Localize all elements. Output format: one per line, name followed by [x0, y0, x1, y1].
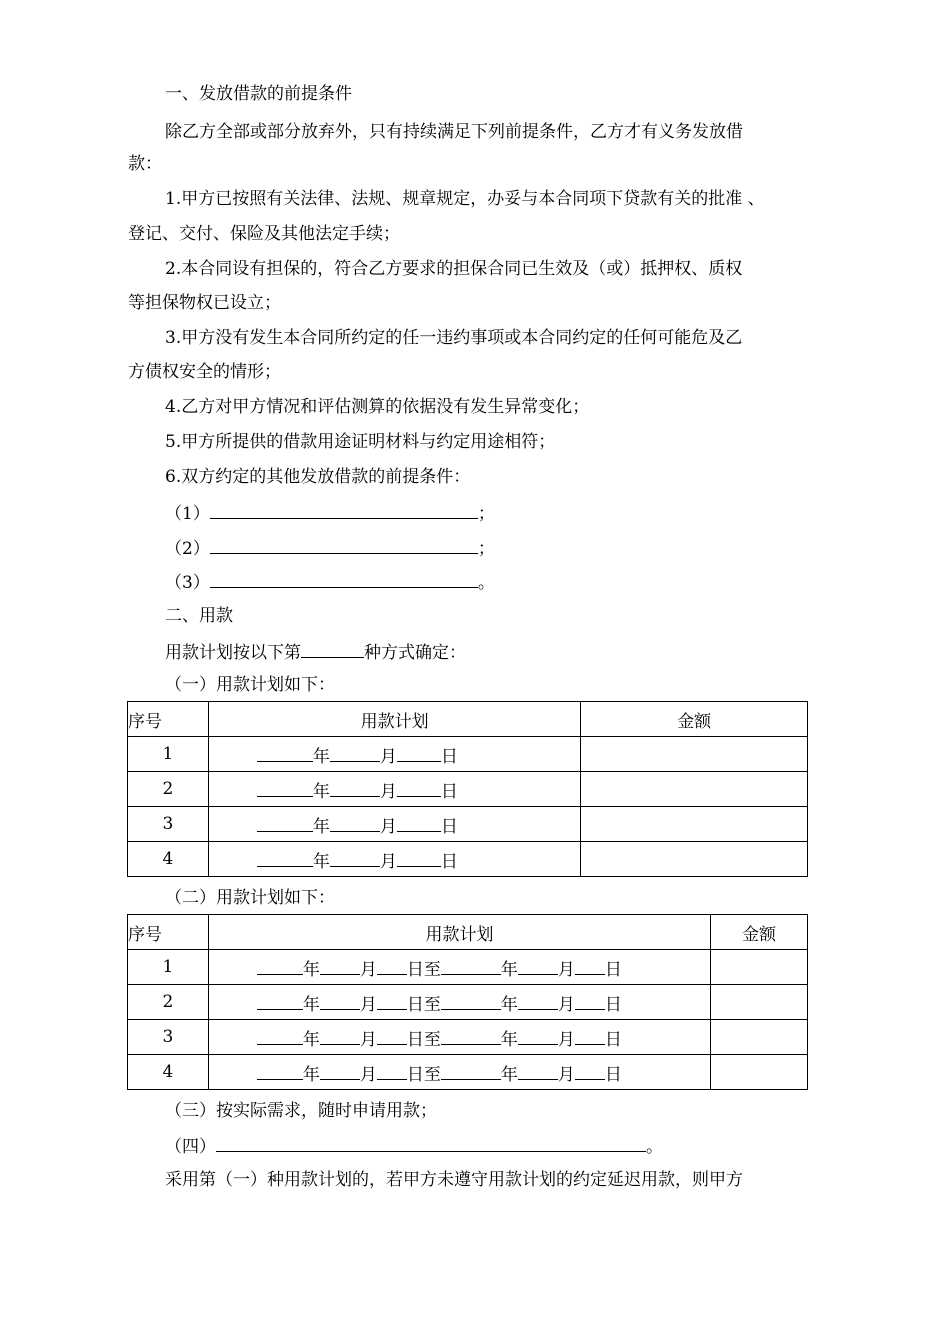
row-serial: 4: [128, 1055, 209, 1090]
table-row: [128, 807, 808, 842]
section2-title: 二、用款: [165, 606, 233, 626]
amount-cell[interactable]: [581, 772, 808, 807]
row-serial: 2: [128, 772, 209, 807]
option4-label: （四）: [165, 1137, 216, 1157]
condition-2-line1: 2.本合同设有担保的，符合乙方要求的担保合同已生效及（或）抵押权、质权: [165, 259, 743, 279]
amount-cell[interactable]: [711, 985, 808, 1020]
condition-5: 5.甲方所提供的借款用途证明材料与约定用途相符；: [165, 432, 556, 452]
header-amount: 金额: [711, 915, 808, 950]
table-row: [128, 737, 808, 772]
date-range-cell[interactable]: 年 月 日至 年 月 日: [208, 985, 710, 1020]
option3: （三）按实际需求，随时申请用款；: [165, 1101, 437, 1121]
sub-condition-1-blank[interactable]: [210, 500, 478, 519]
row-serial: 3: [128, 807, 209, 842]
table-row: [128, 1020, 808, 1055]
option1-title: （一）用款计划如下：: [165, 675, 335, 695]
header-serial: 序号: [128, 702, 209, 737]
condition-4: 4.乙方对甲方情况和评估测算的依据没有发生异常变化；: [165, 397, 590, 417]
amount-cell[interactable]: [581, 842, 808, 877]
sub-condition-1-end: ；: [477, 504, 495, 524]
section1-intro-line1: 除乙方全部或部分放弃外，只有持续满足下列前提条件，乙方才有义务发放借: [165, 122, 743, 142]
date-cell[interactable]: 年 月 日: [208, 842, 581, 877]
plan-method-blank[interactable]: [301, 639, 364, 658]
date-cell[interactable]: 年 月 日: [208, 772, 581, 807]
condition-3-line2: 方债权安全的情形；: [128, 362, 281, 382]
amount-cell[interactable]: [711, 1055, 808, 1090]
condition-1-line2: 登记、交付、保险及其他法定手续；: [128, 224, 400, 244]
amount-cell[interactable]: [581, 807, 808, 842]
condition-3-line1: 3.甲方没有发生本合同所约定的任一违约事项或本合同约定的任何可能危及乙: [165, 328, 743, 348]
sub-condition-2-label: （2）: [165, 539, 210, 559]
header-plan: 用款计划: [208, 915, 710, 950]
sub-condition-3-label: （3）: [165, 573, 210, 593]
sub-condition-3: [165, 569, 495, 595]
option2-title: （二）用款计划如下：: [165, 888, 335, 908]
row-serial: 1: [128, 950, 209, 985]
sub-condition-2-blank[interactable]: [210, 535, 478, 554]
plan-method-suffix: 种方式确定：: [364, 643, 466, 663]
section1-intro-line2: 款：: [128, 154, 162, 174]
sub-condition-1: [165, 500, 495, 526]
table-row: [128, 985, 808, 1020]
date-cell[interactable]: 年 月 日: [208, 807, 581, 842]
sub-condition-2-end: ；: [477, 539, 495, 559]
condition-6: 6.双方约定的其他发放借款的前提条件：: [165, 467, 471, 487]
row-serial: 2: [128, 985, 209, 1020]
plan-table-1: [127, 701, 808, 877]
amount-cell[interactable]: [711, 1020, 808, 1055]
sub-condition-3-blank[interactable]: [210, 569, 478, 588]
header-serial: 序号: [128, 915, 209, 950]
plan-table-2: [127, 914, 808, 1090]
condition-1-line1: 1.甲方已按照有关法律、法规、规章规定，办妥与本合同项下贷款有关的批准 、: [165, 189, 765, 209]
date-range-cell[interactable]: 年 月 日至 年 月 日: [208, 1055, 710, 1090]
date-cell[interactable]: 年 月 日: [208, 737, 581, 772]
condition-2-line2: 等担保物权已设立；: [128, 293, 281, 313]
header-amount: 金额: [581, 702, 808, 737]
header-plan: 用款计划: [208, 702, 581, 737]
plan-method-prefix: 用款计划按以下第: [165, 643, 301, 663]
table-header-row: [128, 702, 808, 737]
amount-cell[interactable]: [711, 950, 808, 985]
table-row: [128, 950, 808, 985]
row-serial: 4: [128, 842, 209, 877]
amount-cell[interactable]: [581, 737, 808, 772]
date-range-cell[interactable]: 年 月 日至 年 月 日: [208, 950, 710, 985]
table-header-row: [128, 915, 808, 950]
row-serial: 3: [128, 1020, 209, 1055]
option4-line: [165, 1133, 663, 1159]
option4-end: 。: [646, 1137, 663, 1157]
option4-blank[interactable]: [216, 1133, 646, 1152]
row-serial: 1: [128, 737, 209, 772]
table-row: [128, 772, 808, 807]
sub-condition-2: [165, 535, 495, 561]
closing-paragraph: 采用第（一）种用款计划的，若甲方未遵守用款计划的约定延迟用款，则甲方: [165, 1170, 743, 1190]
table-row: [128, 1055, 808, 1090]
sub-condition-1-label: （1）: [165, 504, 210, 524]
sub-condition-3-end: 。: [477, 573, 495, 593]
section1-title: 一、发放借款的前提条件: [165, 84, 352, 104]
table-row: [128, 842, 808, 877]
date-range-cell[interactable]: 年 月 日至 年 月 日: [208, 1020, 710, 1055]
plan-method-line: [165, 639, 466, 665]
